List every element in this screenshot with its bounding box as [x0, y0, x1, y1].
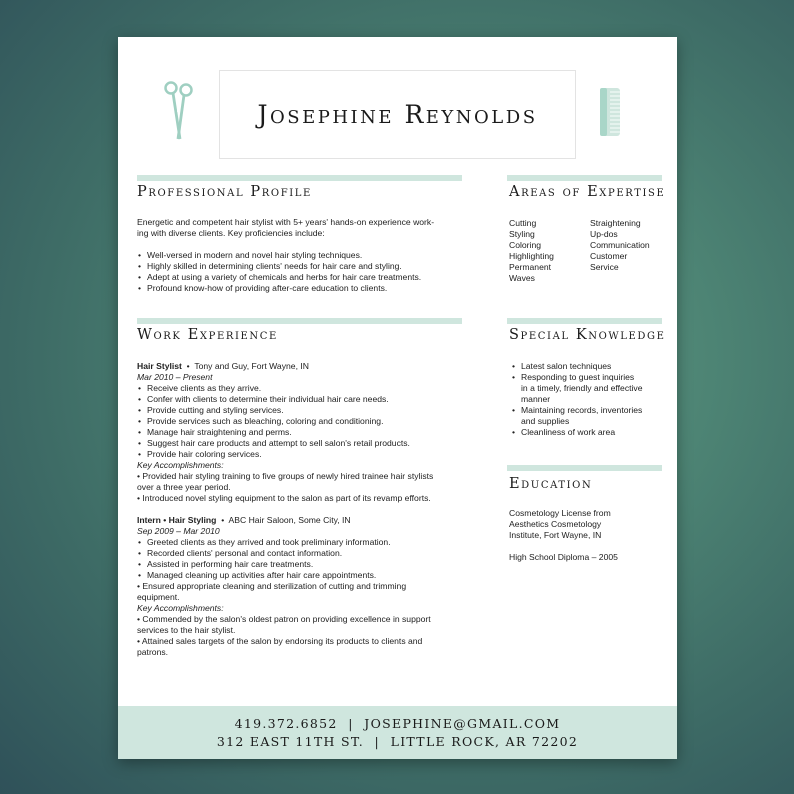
knowledge-accent-bar	[507, 318, 662, 324]
work-accent-bar	[137, 318, 462, 324]
job-title: Hair Stylist	[137, 361, 182, 371]
list-item: Styling	[509, 229, 535, 239]
job-title: Intern • Hair Styling	[137, 515, 217, 525]
education-line: Institute, Fort Wayne, IN	[509, 530, 602, 540]
contact-line-1: 419.372.6852 | JOSEPHINE@GMAIL.COM	[234, 715, 561, 731]
accomplishment-continued: patrons.	[137, 647, 169, 657]
accomplishment: • Introduced novel styling equipment to the salon as part of its revamp efforts.	[137, 493, 431, 503]
list-item: • Maintaining records, inventories and supplies	[521, 405, 669, 427]
knowledge-section	[509, 361, 669, 438]
profile-intro: ing with diverse clients. Key proficiencies include:	[137, 228, 325, 238]
accomplishments-label: Key Accomplishments:	[137, 603, 224, 613]
list-item: • Manage hair straightening and perms.	[147, 427, 472, 438]
profile-bullets	[137, 250, 467, 294]
list-item: Coloring	[509, 240, 542, 250]
list-item: • Provide hair coloring services.	[147, 449, 472, 460]
list-item: Waves	[509, 273, 535, 283]
education-heading: Education	[509, 476, 593, 492]
education-accent-bar	[507, 465, 662, 471]
list-item: • Managed cleaning up activities after hair care appointments.	[147, 570, 472, 581]
list-item: • Receive clients as they arrive.	[147, 383, 472, 394]
phone: 419.372.6852	[234, 715, 338, 731]
list-item: • Assisted in performing hair care treatments.	[147, 559, 472, 570]
education-section	[509, 508, 669, 563]
accomplishment-continued: services to the hair stylist.	[137, 625, 236, 635]
job-duties	[137, 383, 472, 460]
job-dates: Mar 2010 – Present	[137, 372, 213, 382]
scissors-icon	[162, 81, 196, 141]
list-item: • Latest salon techniques	[521, 361, 669, 372]
knowledge-bullets	[509, 361, 669, 438]
list-item: • Confer with clients to determine their individual hair care needs.	[147, 394, 472, 405]
list-item: • Suggest hair care products and attempt to sell salon's retail products.	[147, 438, 472, 449]
expertise-accent-bar	[507, 175, 662, 181]
profile-section	[137, 217, 467, 294]
profile-heading: Professional Profile	[137, 184, 312, 200]
work-heading: Work Experience	[137, 327, 278, 343]
comb-icon	[598, 87, 622, 137]
list-item: Highlighting	[509, 251, 554, 261]
list-item: Cutting	[509, 218, 537, 228]
education-line: Cosmetology License from	[509, 508, 611, 518]
list-item: Communication	[590, 240, 650, 250]
knowledge-heading: Special Knowledge	[509, 327, 666, 343]
list-item: • Cleanliness of work area	[521, 427, 669, 438]
list-item: • Greeted clients as they arrived and took preliminary information.	[147, 537, 472, 548]
list-item: • Provide cutting and styling services.	[147, 405, 472, 416]
accomplishment: • Commended by the salon's oldest patron on providing excellence in support	[137, 614, 431, 624]
list-item: • Responding to guest inquiries in a timely, friendly and effective manner	[521, 372, 669, 405]
duty: • Ensured appropriate cleaning and sterilization of cutting and trimming	[137, 581, 407, 591]
accomplishments-label: Key Accomplishments:	[137, 460, 224, 470]
list-item: • Provide services such as bleaching, coloring and conditioning.	[147, 416, 472, 427]
list-item: Permanent	[509, 262, 552, 272]
list-item: • Highly skilled in determining clients' needs for hair care and styling.	[147, 261, 467, 272]
profile-intro: Energetic and competent hair stylist with 5+ years' hands-on experience work-	[137, 217, 435, 227]
job-dates: Sep 2009 – Mar 2010	[137, 526, 220, 536]
expertise-column-1	[509, 218, 554, 284]
education-line: High School Diploma – 2005	[509, 552, 618, 562]
list-item: • Profound know-how of providing after-care education to clients.	[147, 283, 467, 294]
work-section	[137, 361, 472, 658]
expertise-heading: Areas of Expertise	[509, 184, 666, 200]
expertise-column-2	[590, 218, 650, 273]
contact-line-2: 312 EAST 11TH ST. | LITTLE ROCK, AR 72202	[216, 733, 579, 749]
candidate-name: Josephine Reynolds	[257, 100, 538, 129]
list-item: Straightening	[590, 218, 641, 228]
job-employer: ABC Hair Saloon, Some City, IN	[228, 515, 351, 525]
list-item: • Well-versed in modern and novel hair styling techniques.	[147, 250, 467, 261]
street-address: 312 EAST 11TH ST.	[216, 733, 364, 749]
profile-accent-bar	[137, 175, 462, 181]
job-duties	[137, 537, 472, 581]
list-item: • Adept at using a variety of chemicals and herbs for hair care treatments.	[147, 272, 467, 283]
city-state: LITTLE ROCK, AR 72202	[390, 733, 579, 749]
duty-continued: equipment.	[137, 592, 180, 602]
accomplishment: • Attained sales targets of the salon by endorsing its products to clients and	[137, 636, 423, 646]
list-item: • Recorded clients' personal and contact information.	[147, 548, 472, 559]
contact-footer	[118, 706, 677, 759]
list-item: Up-dos	[590, 229, 618, 239]
job-header: Intern • Hair Styling • ABC Hair Saloon, Some City, IN	[137, 515, 351, 525]
name-box	[219, 70, 576, 159]
email: JOSEPHINE@GMAIL.COM	[364, 715, 561, 731]
job-employer: Tony and Guy, Fort Wayne, IN	[194, 361, 309, 371]
education-line: Aesthetics Cosmetology	[509, 519, 602, 529]
list-item: Service	[590, 262, 619, 272]
list-item: Customer	[590, 251, 628, 261]
resume-page	[118, 37, 677, 759]
accomplishment: • Provided hair styling training to five groups of newly hired trainee hair stylists	[137, 471, 434, 481]
job-header: Hair Stylist • Tony and Guy, Fort Wayne, IN	[137, 361, 309, 371]
accomplishment-continued: over a three year period.	[137, 482, 231, 492]
